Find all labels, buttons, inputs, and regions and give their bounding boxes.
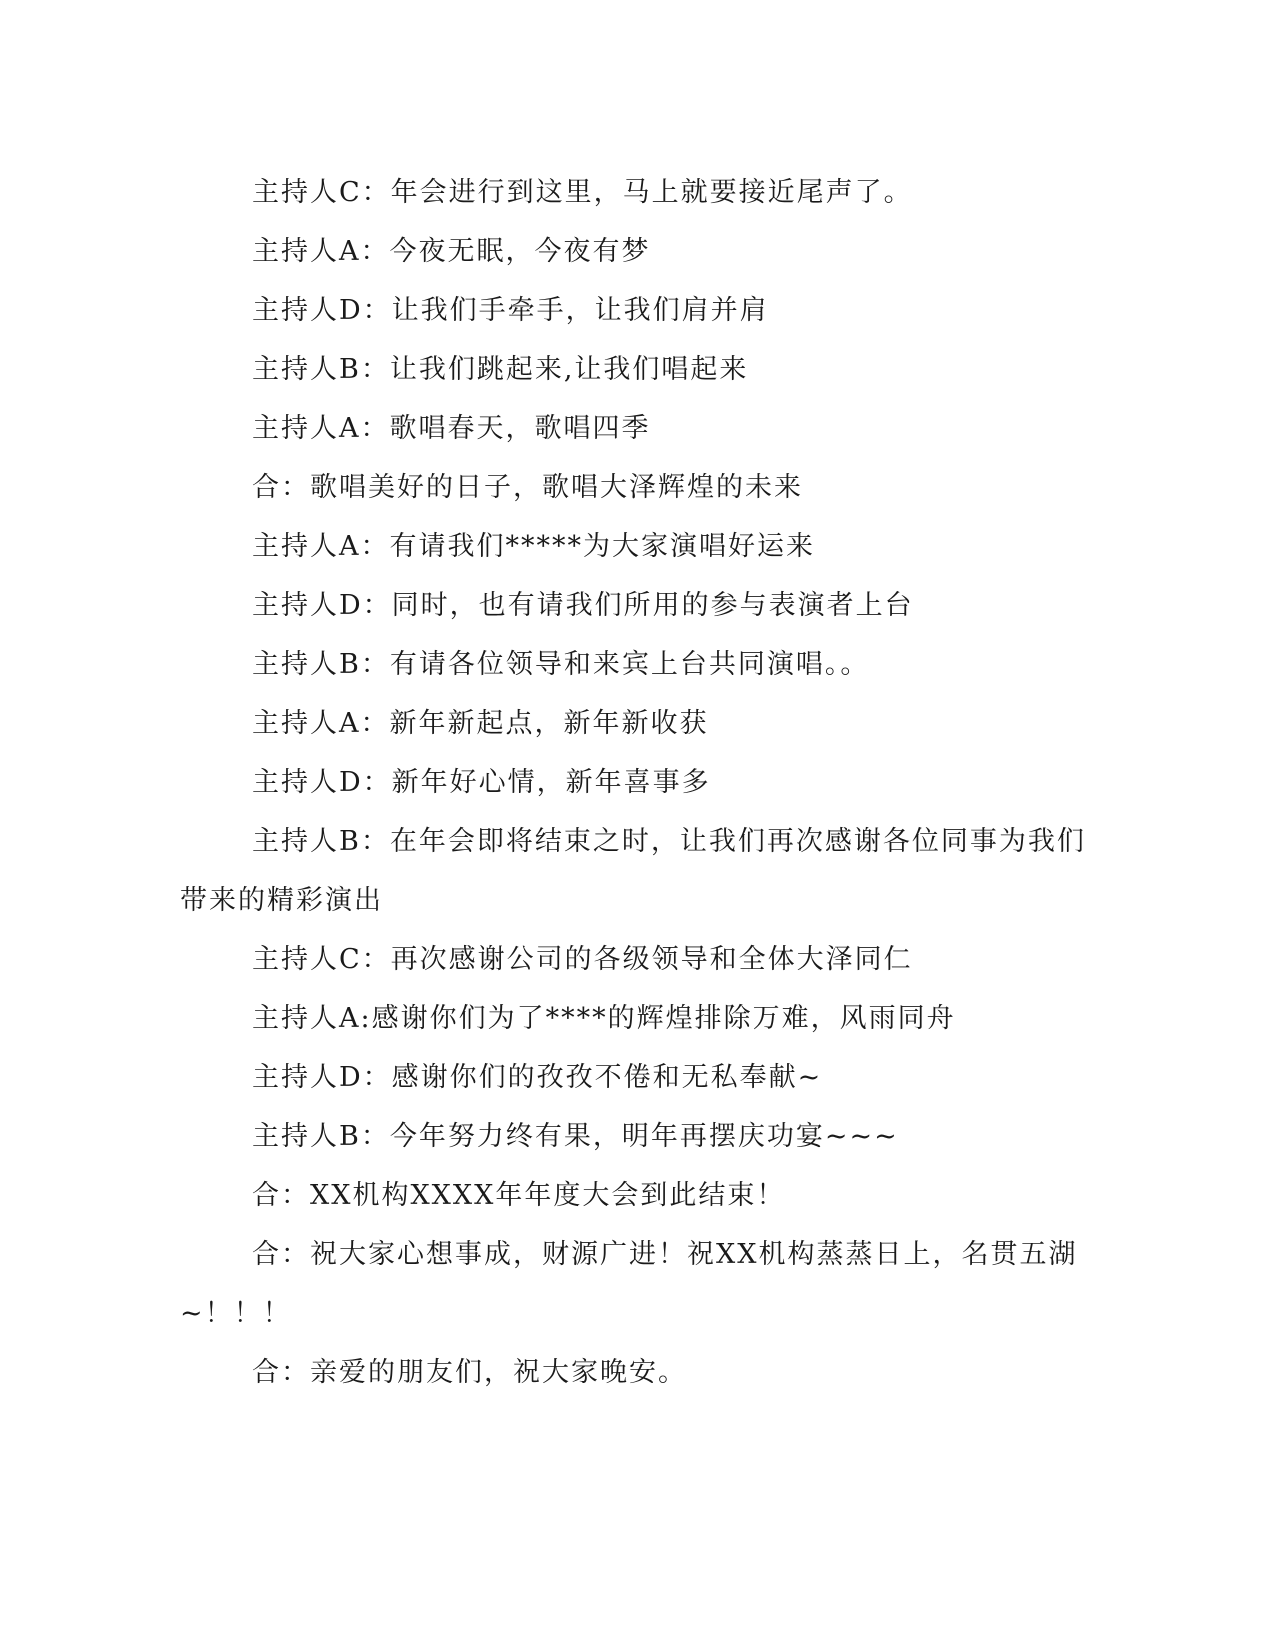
paragraph: 主持人B：在年会即将结束之时，让我们再次感谢各位同事为我们带来的精彩演出 [180,826,1086,916]
paragraph: 主持人C：年会进行到这里，马上就要接近尾声了。 [252,177,913,208]
paragraph: 主持人D：新年好心情，新年喜事多 [252,767,711,798]
paragraph: 主持人D：让我们手牵手，让我们肩并肩 [252,295,769,326]
paragraph: 合：亲爱的朋友们，祝大家晚安。 [252,1357,687,1388]
paragraph: 主持人C：再次感谢公司的各级领导和全体大泽同仁 [252,944,913,975]
document-body [180,163,1090,1402]
paragraph: 主持人A:感谢你们为了****的辉煌排除万难，风雨同舟 [252,1003,956,1034]
paragraph: 主持人B：今年努力终有果，明年再摆庆功宴~~~ [252,1121,899,1152]
paragraph: 合：XX机构XXXX年年度大会到此结束！ [252,1180,786,1211]
paragraph: 合：祝大家心想事成，财源广进！祝XX机构蒸蒸日上，名贯五湖~！！！ [180,1239,1078,1329]
paragraph: 主持人B：让我们跳起来,让我们唱起来 [252,354,749,385]
paragraph: 主持人A：新年新起点，新年新收获 [252,708,709,739]
paragraph: 主持人A：今夜无眠，今夜有梦 [252,236,651,267]
paragraph: 主持人D：同时，也有请我们所用的参与表演者上台 [252,590,914,621]
paragraph: 合：歌唱美好的日子，歌唱大泽辉煌的未来 [252,472,803,503]
paragraph: 主持人B：有请各位领导和来宾上台共同演唱。。 [252,649,870,680]
paragraph: 主持人D：感谢你们的孜孜不倦和无私奉献~ [252,1062,823,1093]
paragraph: 主持人A：有请我们*****为大家演唱好运来 [252,531,815,562]
paragraph: 主持人A：歌唱春天，歌唱四季 [252,413,651,444]
